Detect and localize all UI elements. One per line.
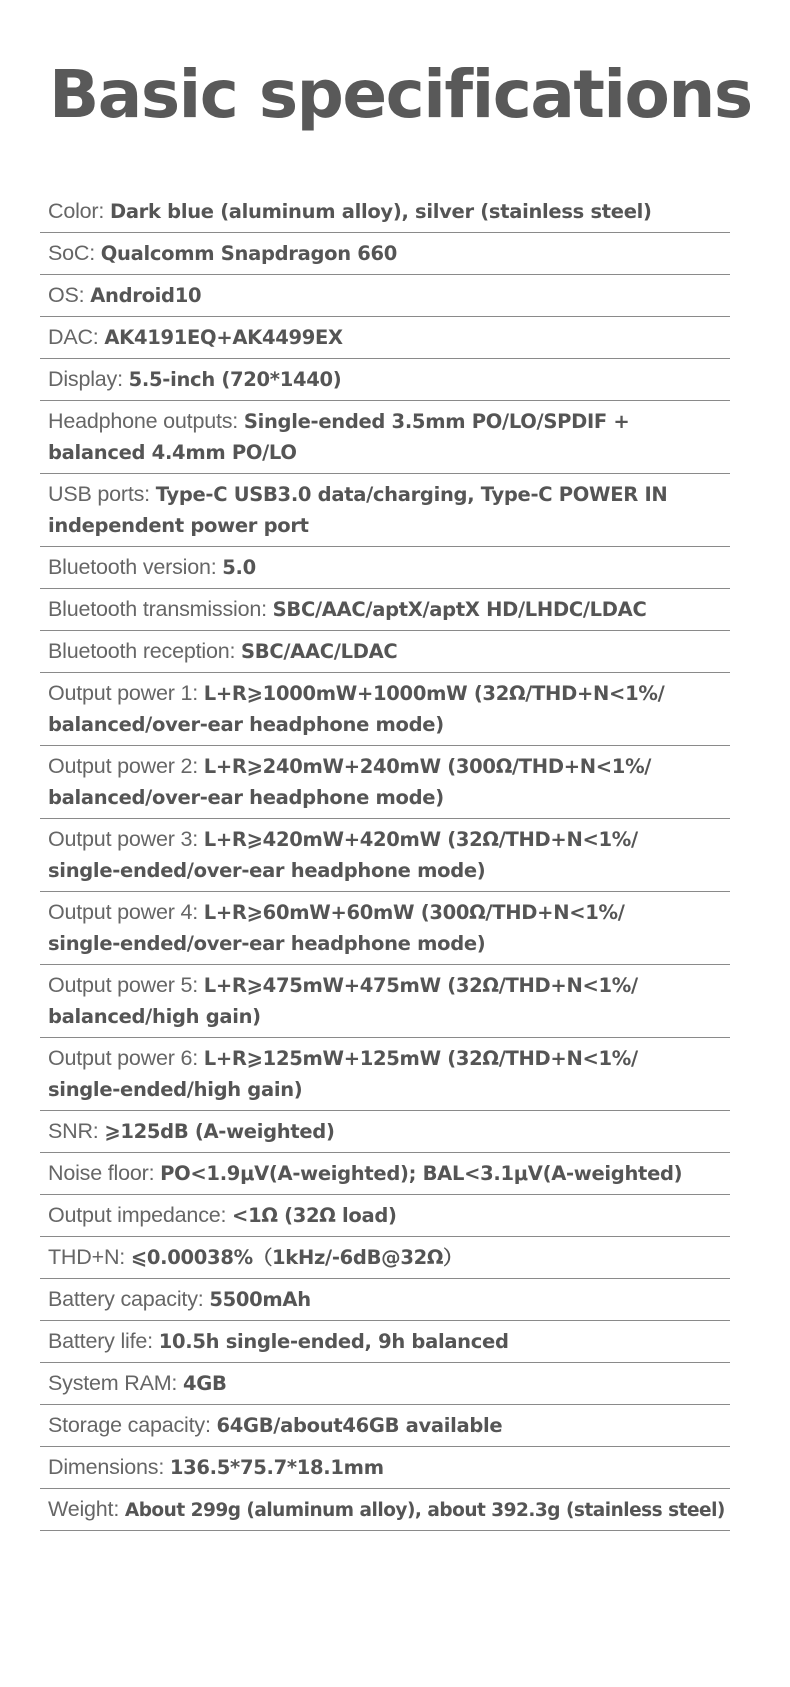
spec-row-battery-capacity <box>40 1279 730 1321</box>
spec-label: SoC: <box>48 241 101 265</box>
spec-value: ⩽0.00038%（1kHz/-6dB@32Ω） <box>130 1246 463 1269</box>
spec-label: Storage capacity: <box>48 1413 217 1437</box>
spec-row-output-impedance <box>40 1195 730 1237</box>
spec-value-continued: independent power port <box>48 514 309 537</box>
spec-value: L+R⩾475mW+475mW (32Ω/THD+N<1%/ <box>203 974 638 997</box>
spec-row-bluetooth-version <box>40 547 730 589</box>
spec-label: Weight: <box>48 1497 125 1521</box>
spec-row-output-power-2 <box>40 746 730 819</box>
spec-value: Android10 <box>90 284 202 307</box>
spec-row-output-power-6 <box>40 1038 730 1111</box>
spec-label: Noise floor: <box>48 1161 161 1185</box>
spec-value: L+R⩾125mW+125mW (32Ω/THD+N<1%/ <box>203 1047 638 1070</box>
spec-row-system-ram <box>40 1363 730 1405</box>
spec-row-storage-capacity <box>40 1405 730 1447</box>
spec-label: DAC: <box>48 325 105 349</box>
spec-label: Output power 1: <box>48 681 204 705</box>
spec-value: 5500mAh <box>209 1288 311 1311</box>
spec-row-soc <box>40 233 730 275</box>
spec-row-battery-life <box>40 1321 730 1363</box>
spec-value: L+R⩾420mW+420mW (32Ω/THD+N<1%/ <box>203 828 638 851</box>
spec-row-output-power-4 <box>40 892 730 965</box>
spec-value: SBC/AAC/LDAC <box>241 640 398 663</box>
spec-row-display <box>40 359 730 401</box>
spec-row-os <box>40 275 730 317</box>
spec-value: ⩾125dB (A-weighted) <box>104 1120 335 1143</box>
spec-value-continued: balanced 4.4mm PO/LO <box>48 441 297 464</box>
spec-row-output-power-3 <box>40 819 730 892</box>
spec-value: Type-C USB3.0 data/charging, Type-C POWER IN <box>155 483 668 506</box>
spec-value: 4GB <box>182 1372 227 1395</box>
spec-label: Color: <box>48 199 110 223</box>
spec-value: AK4191EQ+AK4499EX <box>104 326 343 349</box>
spec-row-usb-ports <box>40 474 730 547</box>
spec-label: Output power 3: <box>48 827 204 851</box>
page-title: Basic specifications <box>49 56 752 133</box>
spec-row-weight <box>40 1489 730 1531</box>
spec-label: Display: <box>48 367 129 391</box>
spec-value: About 299g (aluminum alloy), about 392.3g (stainless steel) <box>124 1500 725 1521</box>
spec-label: USB ports: <box>48 482 156 506</box>
spec-row-thd-n <box>40 1237 730 1279</box>
spec-label: SNR: <box>48 1119 105 1143</box>
spec-row-snr <box>40 1111 730 1153</box>
spec-row-noise-floor <box>40 1153 730 1195</box>
spec-row-headphone-outputs <box>40 401 730 474</box>
spec-label: Battery life: <box>48 1329 159 1353</box>
spec-value: SBC/AAC/aptX/aptX HD/LHDC/LDAC <box>272 598 647 621</box>
spec-value: 64GB/about46GB available <box>216 1414 503 1437</box>
spec-label: Output power 5: <box>48 973 204 997</box>
spec-value: 5.0 <box>222 556 256 579</box>
spec-row-dac <box>40 317 730 359</box>
spec-value: L+R⩾1000mW+1000mW (32Ω/THD+N<1%/ <box>203 682 665 705</box>
spec-row-dimensions <box>40 1447 730 1489</box>
spec-label: Battery capacity: <box>48 1287 210 1311</box>
spec-value-continued: single-ended/high gain) <box>48 1078 303 1101</box>
spec-label: Bluetooth reception: <box>48 639 242 663</box>
spec-label: OS: <box>48 283 91 307</box>
spec-value-continued: single-ended/over-ear headphone mode) <box>48 932 486 955</box>
spec-value-continued: balanced/over-ear headphone mode) <box>48 786 444 809</box>
spec-label: Output impedance: <box>48 1203 233 1227</box>
spec-value: <1Ω (32Ω load) <box>232 1204 397 1227</box>
spec-label: Output power 2: <box>48 754 204 778</box>
spec-value-continued: balanced/high gain) <box>48 1005 261 1028</box>
spec-label: THD+N: <box>48 1245 131 1269</box>
spec-label: Output power 4: <box>48 900 204 924</box>
spec-label: Dimensions: <box>48 1455 170 1479</box>
spec-value: 10.5h single-ended, 9h balanced <box>158 1330 509 1353</box>
spec-row-output-power-1 <box>40 673 730 746</box>
spec-value: 5.5-inch (720*1440) <box>128 368 342 391</box>
spec-value: Dark blue (aluminum alloy), silver (stainless steel) <box>109 200 652 223</box>
spec-label: Bluetooth transmission: <box>48 597 273 621</box>
spec-label: System RAM: <box>48 1371 183 1395</box>
spec-value: L+R⩾60mW+60mW (300Ω/THD+N<1%/ <box>203 901 625 924</box>
spec-row-color <box>40 191 730 233</box>
spec-label: Output power 6: <box>48 1046 204 1070</box>
spec-row-bluetooth-reception <box>40 631 730 673</box>
spec-value-continued: balanced/over-ear headphone mode) <box>48 713 444 736</box>
spec-list <box>40 191 730 1531</box>
spec-value: Single-ended 3.5mm PO/LO/SPDIF + <box>243 410 630 433</box>
spec-row-output-power-5 <box>40 965 730 1038</box>
spec-value: Qualcomm Snapdragon 660 <box>100 242 398 265</box>
spec-label: Headphone outputs: <box>48 409 244 433</box>
spec-value: L+R⩾240mW+240mW (300Ω/THD+N<1%/ <box>203 755 652 778</box>
spec-value-continued: single-ended/over-ear headphone mode) <box>48 859 486 882</box>
spec-value: PO<1.9μV(A-weighted); BAL<3.1μV(A-weighted) <box>160 1162 683 1185</box>
spec-row-bluetooth-transmission <box>40 589 730 631</box>
spec-label: Bluetooth version: <box>48 555 223 579</box>
spec-value: 136.5*75.7*18.1mm <box>169 1456 384 1479</box>
